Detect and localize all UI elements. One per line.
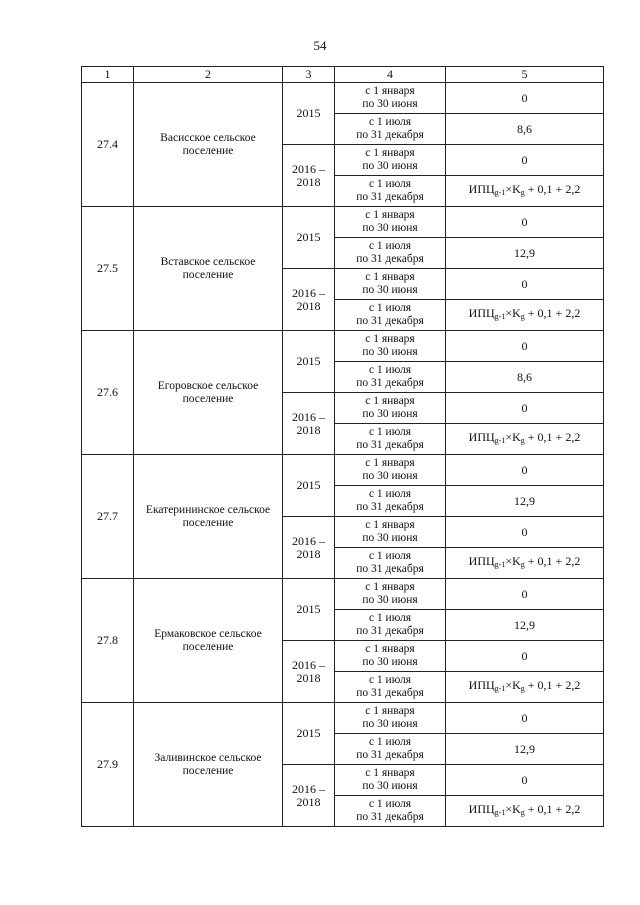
settlement-name: Егоровское сельское поселение	[134, 331, 283, 455]
period-from: с 1 июля	[368, 178, 412, 190]
year-cell: 2016 – 2018	[283, 517, 335, 579]
settlement-name: Заливинское сельское поселение	[134, 703, 283, 827]
settlement-name: Васисское сельское поселение	[134, 83, 283, 207]
period-to: по 30 июня	[362, 780, 418, 792]
period-to: по 31 декабря	[356, 129, 424, 141]
value-cell: $ИПЦ_{g-1}\times K_g + 0,1 + 2,2$	[446, 300, 604, 331]
table-row	[82, 207, 604, 238]
period-to: по 31 декабря	[356, 253, 424, 265]
period-cell	[335, 765, 446, 796]
settlement-name: Екатерининское сельское поселение	[134, 455, 283, 579]
period-from: с 1 июля	[368, 426, 412, 438]
row-number: 27.9	[82, 703, 134, 827]
value-cell: 0	[446, 207, 604, 238]
year-cell: 2015	[283, 331, 335, 393]
row-number: 27.5	[82, 207, 134, 331]
period-from: с 1 июля	[368, 612, 412, 624]
value-cell: 0	[446, 83, 604, 114]
table-row	[82, 455, 604, 486]
period-to: по 31 декабря	[356, 749, 424, 761]
period-from: с 1 января	[365, 519, 415, 531]
year-cell: 2016 – 2018	[283, 641, 335, 703]
year-cell: 2016 – 2018	[283, 145, 335, 207]
period-to: по 30 июня	[362, 222, 418, 234]
header-cell: 1	[82, 67, 134, 83]
period-from: с 1 января	[365, 271, 415, 283]
value-cell: $ИПЦ_{g-1}\times K_g + 0,1 + 2,2$	[446, 424, 604, 455]
period-to: по 30 июня	[362, 718, 418, 730]
period-from: с 1 июля	[368, 116, 412, 128]
period-from: с 1 июля	[368, 302, 412, 314]
value-cell: 12,9	[446, 238, 604, 269]
value-cell: $ИПЦ_{g-1}\times K_g + 0,1 + 2,2$	[446, 548, 604, 579]
period-to: по 31 декабря	[356, 315, 424, 327]
period-to: по 30 июня	[362, 594, 418, 606]
period-to: по 31 декабря	[356, 191, 424, 203]
period-from: с 1 января	[365, 705, 415, 717]
period-from: с 1 января	[365, 209, 415, 221]
period-to: по 31 декабря	[356, 687, 424, 699]
value-cell: 0	[446, 145, 604, 176]
period-to: по 30 июня	[362, 346, 418, 358]
period-from: с 1 января	[365, 767, 415, 779]
tariff-table	[81, 66, 604, 827]
period-from: с 1 января	[365, 643, 415, 655]
value-cell: $ИПЦ_{g-1}\times K_g + 0,1 + 2,2$	[446, 176, 604, 207]
value-cell: 0	[446, 579, 604, 610]
row-number: 27.8	[82, 579, 134, 703]
period-cell	[335, 548, 446, 579]
period-from: с 1 июля	[368, 364, 412, 376]
header-cell: 4	[335, 67, 446, 83]
year-cell: 2015	[283, 579, 335, 641]
value-cell: 0	[446, 331, 604, 362]
value-cell: 8,6	[446, 114, 604, 145]
table-row	[82, 579, 604, 610]
year-cell: 2015	[283, 207, 335, 269]
period-cell	[335, 176, 446, 207]
period-from: с 1 января	[365, 457, 415, 469]
period-from: с 1 января	[365, 333, 415, 345]
period-from: с 1 января	[365, 395, 415, 407]
period-from: с 1 июля	[368, 798, 412, 810]
year-cell: 2015	[283, 83, 335, 145]
period-cell	[335, 269, 446, 300]
row-number: 27.7	[82, 455, 134, 579]
header-cell: 5	[446, 67, 604, 83]
value-cell: $ИПЦ_{g-1}\times K_g + 0,1 + 2,2$	[446, 672, 604, 703]
period-cell	[335, 238, 446, 269]
year-cell: 2015	[283, 455, 335, 517]
period-cell	[335, 424, 446, 455]
period-to: по 30 июня	[362, 656, 418, 668]
period-to: по 30 июня	[362, 470, 418, 482]
header-row	[82, 67, 604, 83]
table-row	[82, 703, 604, 734]
period-cell	[335, 362, 446, 393]
period-cell	[335, 517, 446, 548]
table-row	[82, 83, 604, 114]
value-cell: 12,9	[446, 734, 604, 765]
period-cell	[335, 672, 446, 703]
header-cell: 2	[134, 67, 283, 83]
period-from: с 1 июля	[368, 240, 412, 252]
value-cell: 0	[446, 703, 604, 734]
period-to: по 31 декабря	[356, 811, 424, 823]
period-cell	[335, 579, 446, 610]
table-row	[82, 331, 604, 362]
period-cell	[335, 300, 446, 331]
period-to: по 30 июня	[362, 160, 418, 172]
row-number: 27.4	[82, 83, 134, 207]
period-to: по 31 декабря	[356, 377, 424, 389]
year-cell: 2016 – 2018	[283, 765, 335, 827]
value-cell: 8,6	[446, 362, 604, 393]
period-cell	[335, 207, 446, 238]
period-to: по 31 декабря	[356, 439, 424, 451]
period-from: с 1 июля	[368, 674, 412, 686]
value-cell: 0	[446, 517, 604, 548]
period-cell	[335, 796, 446, 827]
value-cell: 0	[446, 641, 604, 672]
value-cell: 12,9	[446, 610, 604, 641]
period-cell	[335, 486, 446, 517]
period-to: по 31 декабря	[356, 563, 424, 575]
period-cell	[335, 734, 446, 765]
row-number: 27.6	[82, 331, 134, 455]
year-cell: 2016 – 2018	[283, 393, 335, 455]
period-cell	[335, 455, 446, 486]
period-from: с 1 июля	[368, 550, 412, 562]
period-to: по 31 декабря	[356, 625, 424, 637]
period-from: с 1 января	[365, 147, 415, 159]
period-to: по 31 декабря	[356, 501, 424, 513]
year-cell: 2015	[283, 703, 335, 765]
period-from: с 1 июля	[368, 736, 412, 748]
period-to: по 30 июня	[362, 284, 418, 296]
period-to: по 30 июня	[362, 532, 418, 544]
period-cell	[335, 114, 446, 145]
period-from: с 1 января	[365, 581, 415, 593]
value-cell: 0	[446, 269, 604, 300]
value-cell: 12,9	[446, 486, 604, 517]
period-cell	[335, 83, 446, 114]
period-cell	[335, 641, 446, 672]
period-cell	[335, 703, 446, 734]
period-from: с 1 июля	[368, 488, 412, 500]
page-number: 54	[313, 38, 327, 53]
value-cell: 0	[446, 765, 604, 796]
settlement-name: Вставское сельское поселение	[134, 207, 283, 331]
period-from: с 1 января	[365, 85, 415, 97]
year-cell: 2016 – 2018	[283, 269, 335, 331]
value-cell: 0	[446, 393, 604, 424]
header-cell: 3	[283, 67, 335, 83]
value-cell: $ИПЦ_{g-1}\times K_g + 0,1 + 2,2$	[446, 796, 604, 827]
value-cell: 0	[446, 455, 604, 486]
period-to: по 30 июня	[362, 408, 418, 420]
settlement-name: Ермаковское сельское поселение	[134, 579, 283, 703]
period-cell	[335, 331, 446, 362]
period-cell	[335, 145, 446, 176]
period-to: по 30 июня	[362, 98, 418, 110]
period-cell	[335, 393, 446, 424]
period-cell	[335, 610, 446, 641]
